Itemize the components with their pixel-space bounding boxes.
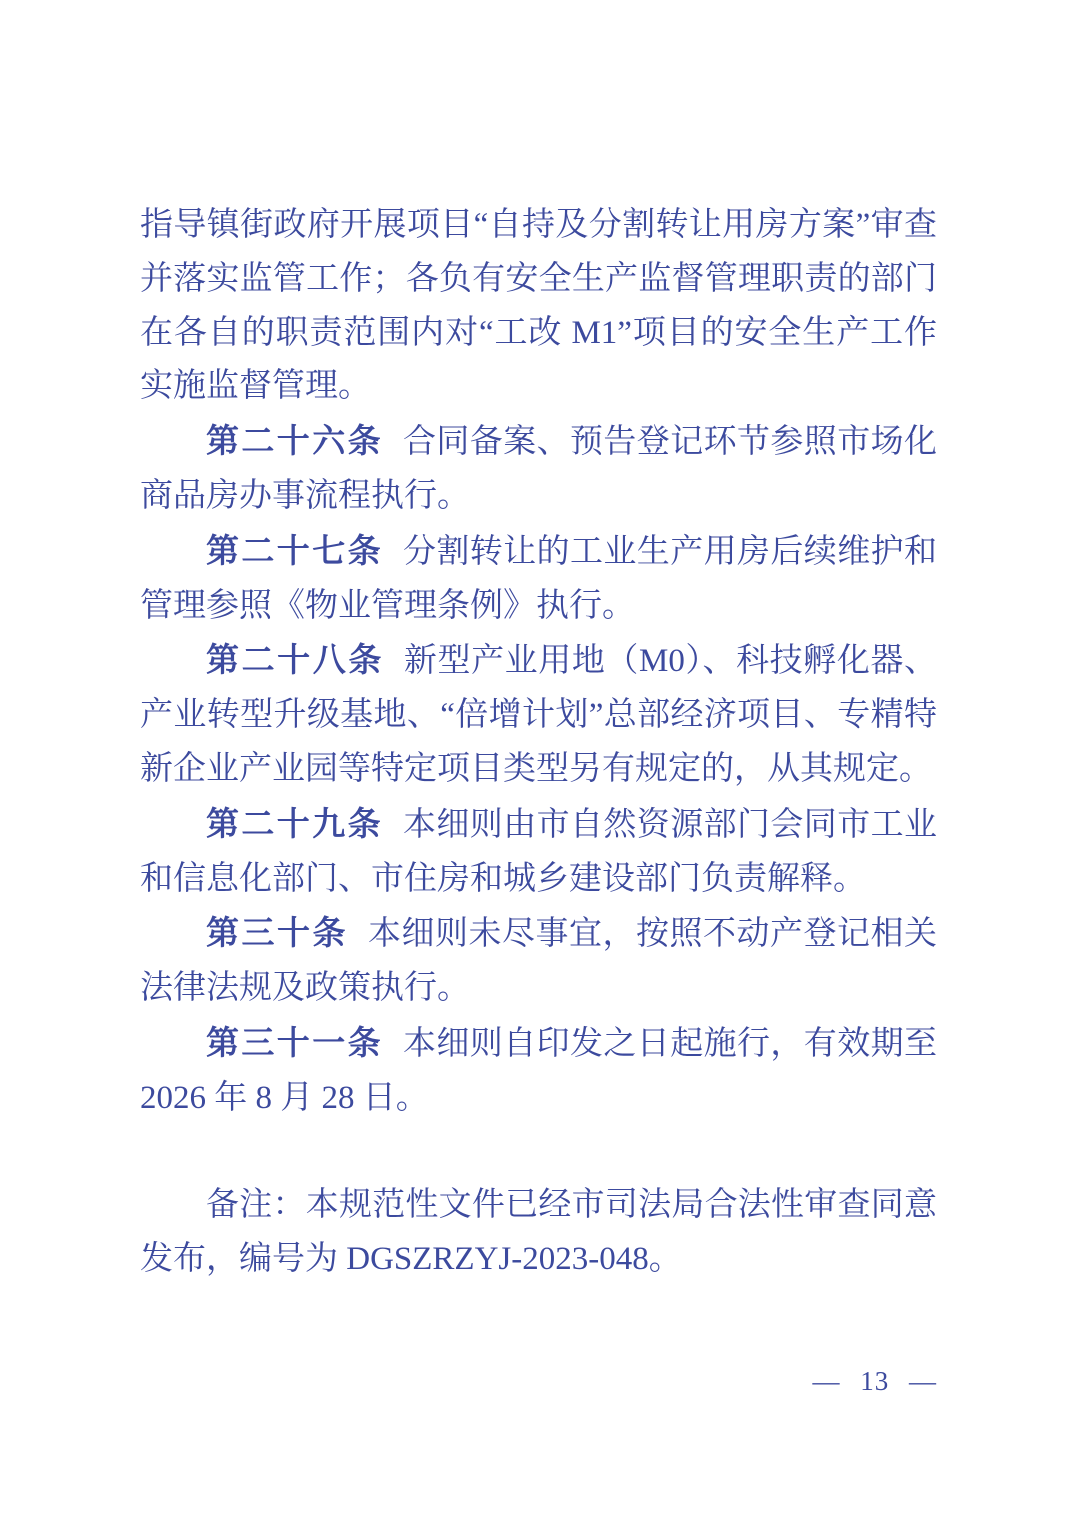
paragraph-article-27: [140, 524, 937, 634]
article-28-text: 新型产业用地（M0）、科技孵化器、产业转型升级基地、“倍增计划”总部经济项目、专精特新企业产业园等特定项目类型另有规定的，从其规定。: [140, 643, 938, 787]
article-29-number: 第二十九条: [206, 804, 383, 842]
article-26-text: 合同备案、预告登记环节参照市场化商品房办事流程执行。: [140, 424, 937, 514]
paragraph-article-29: [140, 797, 937, 907]
page-number: — 13 —: [812, 1366, 937, 1396]
article-30-number: 第三十条: [206, 914, 348, 952]
article-28-number: 第二十八条: [206, 641, 384, 679]
paragraph-text: 指导镇街政府开展项目“自持及分割转让用房方案”审查并落实监管工作；各负有安全生产监督管理职责的部门在各自的职责范围内对“工改 M1”项目的安全生产工作实施监督管理。: [140, 207, 937, 405]
article-31-text: 本细则自印发之日起施行，有效期至 2026 年 8 月 28 日。: [140, 1025, 937, 1116]
document-body: [140, 199, 937, 1287]
paragraph-article-30: [140, 906, 937, 1016]
article-27-text: 分割转让的工业生产用房后续维护和管理参照《物业管理条例》执行。: [140, 533, 937, 624]
remark-text: 备注：本规范性文件已经市司法局合法性审查同意发布，编号为 DGSZRZYJ-2023-048。: [140, 1187, 937, 1278]
paragraph-remark: [140, 1179, 937, 1287]
article-27-number: 第二十七条: [206, 531, 383, 569]
paragraph-article-28: [140, 633, 937, 796]
article-26-number: 第二十六条: [206, 422, 383, 460]
paragraph-continuation: [140, 199, 937, 414]
paragraph-article-26: [140, 414, 937, 524]
paragraph-article-31: [140, 1016, 937, 1126]
article-29-text: 本细则由市自然资源部门会同市工业和信息化部门、市住房和城乡建设部门负责解释。: [140, 806, 937, 897]
article-31-number: 第三十一条: [206, 1023, 383, 1061]
article-30-text: 本细则未尽事宜，按照不动产登记相关法律法规及政策执行。: [140, 916, 937, 1007]
